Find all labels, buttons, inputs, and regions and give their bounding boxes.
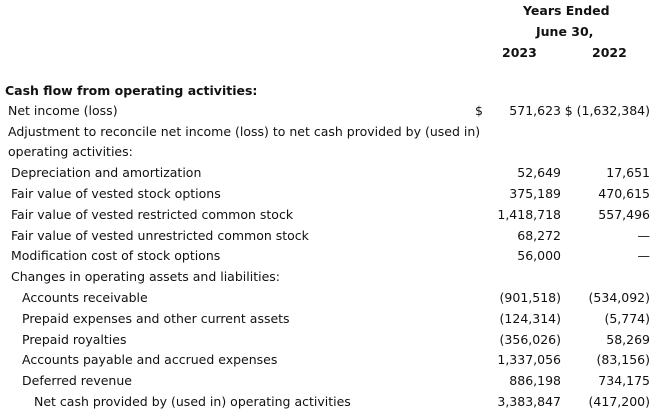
value-2023: (356,026) — [499, 332, 561, 347]
value-2023: 886,198 — [509, 373, 561, 388]
row-label: Depreciation and amortization — [11, 165, 202, 180]
row-label: Fair value of vested unrestricted common stock — [11, 228, 309, 243]
value-2022: $ (1,632,384) — [564, 103, 650, 118]
value-2023: 375,189 — [509, 186, 561, 201]
column-header-june-30: June 30, — [536, 24, 594, 39]
dollar-sign: $ — [475, 103, 483, 118]
value-2023: 1,418,718 — [497, 207, 561, 222]
row-label: Accounts payable and accrued expenses — [22, 352, 278, 367]
value-2022: (534,092) — [588, 290, 650, 305]
column-header-years-ended: Years Ended — [523, 3, 610, 18]
table-row — [0, 288, 652, 309]
table-row — [0, 246, 652, 267]
row-label: Fair value of vested restricted common stock — [11, 207, 294, 222]
table-row — [0, 184, 652, 205]
value-2022: (417,200) — [588, 394, 650, 409]
value-2023: (901,518) — [499, 290, 561, 305]
table-row-total — [0, 392, 652, 413]
value-2022: 734,175 — [598, 373, 650, 388]
column-header-year-2022: 2022 — [592, 45, 627, 60]
value-2023: 3,383,847 — [497, 394, 561, 409]
row-label: operating activities: — [8, 144, 133, 159]
row-label: Prepaid royalties — [22, 332, 127, 347]
value-2022: — — [637, 228, 650, 243]
table-row — [0, 267, 652, 288]
value-2022: (83,156) — [596, 352, 650, 367]
table-row — [0, 330, 652, 351]
value-2022: 58,269 — [606, 332, 650, 347]
value-2022: 17,651 — [606, 165, 650, 180]
row-label: Prepaid expenses and other current assets — [22, 311, 290, 326]
row-label: Modification cost of stock options — [11, 248, 221, 263]
value-2022: — — [637, 248, 650, 263]
row-label: Changes in operating assets and liabilities: — [11, 269, 280, 284]
section-title: Cash flow from operating activities: — [5, 83, 258, 98]
table-row — [0, 101, 652, 122]
table-row — [0, 142, 652, 163]
table-row — [0, 205, 652, 226]
value-2023: (124,314) — [499, 311, 561, 326]
table-row — [0, 163, 652, 184]
value-2023: 52,649 — [517, 165, 561, 180]
row-label: Adjustment to reconcile net income (loss) to net cash provided by (used in) — [8, 124, 481, 139]
value-2023: 1,337,056 — [497, 352, 561, 367]
table-row — [0, 309, 652, 330]
row-label: Net income (loss) — [8, 103, 118, 118]
row-label: Deferred revenue — [22, 373, 132, 388]
table-row — [0, 122, 652, 143]
value-2023: 571,623 — [509, 103, 561, 118]
column-header-year-2023: 2023 — [502, 45, 537, 60]
table-row — [0, 371, 652, 392]
row-label: Net cash provided by (used in) operating activities — [34, 394, 351, 409]
table-row — [0, 226, 652, 247]
value-2022: (5,774) — [604, 311, 650, 326]
value-2022: 557,496 — [598, 207, 650, 222]
row-label: Fair value of vested stock options — [11, 186, 221, 201]
value-2023: 56,000 — [517, 248, 561, 263]
value-2022: 470,615 — [598, 186, 650, 201]
table-row — [0, 350, 652, 371]
value-2023: 68,272 — [517, 228, 561, 243]
row-label: Accounts receivable — [22, 290, 148, 305]
